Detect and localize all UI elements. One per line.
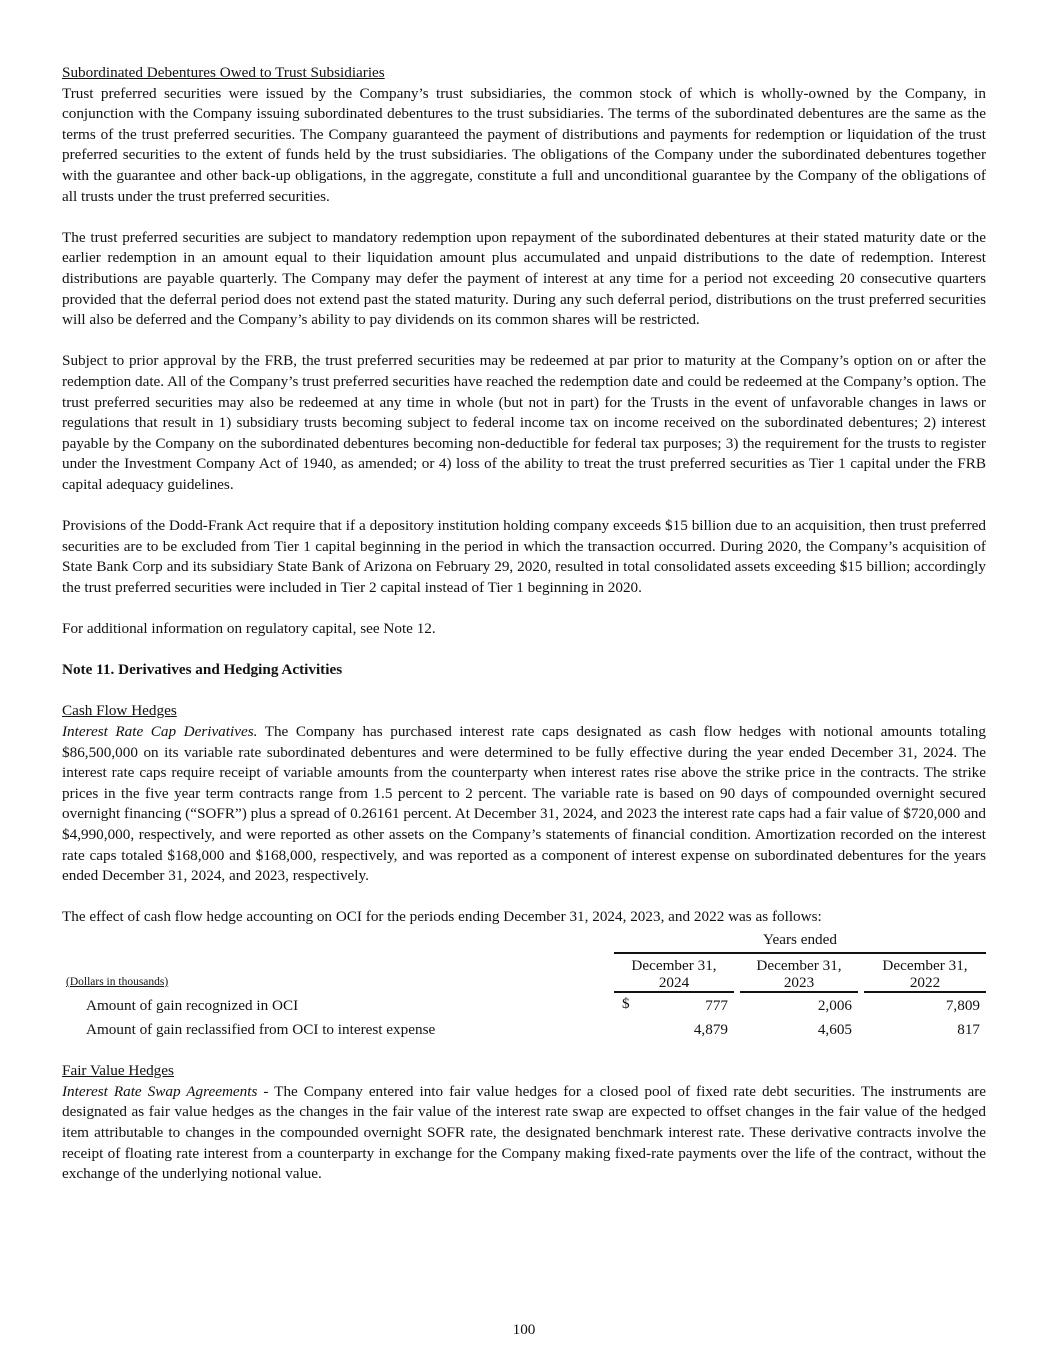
years-ended-header: Years ended [614, 930, 986, 954]
note-11-title: Note 11. Derivatives and Hedging Activities [62, 661, 343, 679]
cell-value-2022: 817 [957, 1020, 980, 1038]
paragraph-interest-rate-cap [62, 722, 986, 887]
row-label-gain-reclassified: Amount of gain reclassified from OCI to interest expense [86, 1020, 436, 1038]
column-header-2023: December 31, 2023 [740, 954, 858, 993]
document-page [62, 63, 986, 1185]
section-heading-subordinated-debentures: Subordinated Debentures Owed to Trust Subsidiaries [62, 64, 385, 81]
paragraph-trust-preferred-issuance: Trust preferred securities were issued by the Company’s trust subsidiaries, the common stock of which is wholly-owned by the Company, in conjunction with the Company issuing subordinated debentures to the trust subsidiaries. The terms of the subordinated debentures are the same as the terms of the trust preferred securities. The Company guaranteed the payment of distributions and payments for redemption or liquidation of the trust preferred securities to the extent of funds held by the trust subsidiaries. The obligations of the Company under the subordinated debentures together with the guarantee and other back-up obligations, in the aggregate, constitute a full and unconditional guarantee by the Company of the obligations of all trusts under the trust preferred securities. [62, 84, 986, 205]
section-heading-cash-flow-hedges: Cash Flow Hedges [62, 702, 177, 720]
currency-symbol: $ [622, 994, 630, 1012]
body-interest-rate-swap: - The Company entered into fair value hedges for a closed pool of fixed rate debt securities. The instruments are designated as fair value hedges as the changes in the fair value of the interest rate swap are expected to offset changes in the fair value of the hedged item attributable to changes in the compounded overnight SOFR rate, the designated benchmark interest rate. These derivative contracts involve the receipt of floating rate interest from a counterparty in exchange for the Company making fixed-rate payments over the life of the contract, without the exchange of the underlying notional value. [62, 1082, 986, 1183]
cell-value-2022: 7,809 [945, 996, 980, 1014]
oci-effect-table [62, 930, 986, 1041]
row-label-gain-recognized: Amount of gain recognized in OCI [86, 996, 299, 1014]
paragraph-frb-approval: Subject to prior approval by the FRB, the trust preferred securities may be redeemed at par prior to maturity at the Company’s option on or after the redemption date. All of the Company’s trust preferred securities have reached the redemption date and could be redeemed at the Company’s option. The trust preferred securities may also be redeemed at any time in whole (but not in part) for the Trusts in the event of unfavorable changes in laws or regulations that result in 1) subsidiary trusts becoming subject to federal income tax on income received on the subordinated debentures; 2) interest payable by the Company on the subordinated debentures becoming non-deductible for federal tax purposes; 3) the requirement for the trusts to register under the Investment Company Act of 1940, as amended; or 4) loss of the ability to treat the trust preferred securities as Tier 1 capital under the FRB capital adequacy guidelines. [62, 352, 986, 493]
table-row [62, 993, 986, 1017]
column-header-2024: December 31, 2024 [614, 954, 734, 993]
paragraph-dodd-frank: Provisions of the Dodd-Frank Act require that if a depository institution holding company exceeds $15 billion due to an acquisition, then trust preferred securities are to be excluded from Tier 1 capital beginning in the period in which the transaction occurred. During 2020, the Company’s acquisition of State Bank Corp and its subsidiary State Bank of Arizona on February 29, 2020, resulted in total consolidated assets exceeding $15 billion; accordingly the trust preferred securities were included in Tier 2 capital instead of Tier 1 beginning in 2020. [62, 517, 986, 596]
column-header-2022: December 31, 2022 [864, 954, 986, 993]
cell-value-2024: 777 [705, 996, 728, 1014]
lead-interest-rate-swap: Interest Rate Swap Agreements [62, 1082, 258, 1100]
cell-value-2023: 2,006 [817, 996, 852, 1014]
table-column-header-row [62, 954, 986, 993]
table-row [62, 1017, 986, 1041]
page-number: 100 [512, 1321, 536, 1338]
paragraph-interest-rate-swap [62, 1082, 986, 1185]
section-heading-fair-value-hedges: Fair Value Hedges [62, 1062, 174, 1080]
lead-interest-rate-cap: Interest Rate Cap Derivatives. [62, 723, 258, 740]
paragraph-mandatory-redemption: The trust preferred securities are subject to mandatory redemption upon repayment of the subordinated debentures at their stated maturity date or the earlier redemption in an amount equal to their liquidation amount plus accumulated and unpaid distributions to the date of redemption. Interest distributions are payable quarterly. The Company may defer the payment of interest at any time for a period not exceeding 20 consecutive quarters provided that the deferral period does not extend past the stated maturity. During any such deferral period, distributions on the trust preferred securities will also be deferred and the Company’s ability to pay dividends on its common shares will be restricted. [62, 228, 986, 329]
units-label: (Dollars in thousands) [66, 975, 169, 988]
paragraph-regulatory-capital-reference: For additional information on regulatory capital, see Note 12. [62, 620, 436, 638]
paragraph-oci-intro: The effect of cash flow hedge accounting on OCI for the periods ending December 31, 2024, 2023, and 2022 was as follows: [62, 908, 822, 926]
cell-value-2023: 4,605 [817, 1020, 852, 1038]
table-group-header-row [62, 930, 986, 954]
cell-value-2024: 4,879 [693, 1020, 728, 1038]
body-interest-rate-cap: The Company has purchased interest rate caps designated as cash flow hedges with notional amounts totaling $86,500,000 on its variable rate subordinated debentures and were determined to be fully effective during the year ended December 31, 2024. The interest rate caps require receipt of variable amounts from the counterparty when interest rates rise above the strike price in the contracts. The strike prices in the five year term contracts range from 1.5 percent to 2 percent. The variable rate is based on 90 days of compounded overnight secured overnight financing (“SOFR”) plus a spread of 0.26161 percent. At December 31, 2024, and 2023 the interest rate caps had a fair value of $720,000 and $4,990,000, respectively, and were reported as other assets on the Company’s statements of financial condition. Amortization recorded on the interest rate caps totaled $168,000 and $168,000, respectively, and was reported as a component of interest expense on subordinated debentures for the years ended December 31, 2024, and 2023, respectively. [62, 723, 986, 885]
